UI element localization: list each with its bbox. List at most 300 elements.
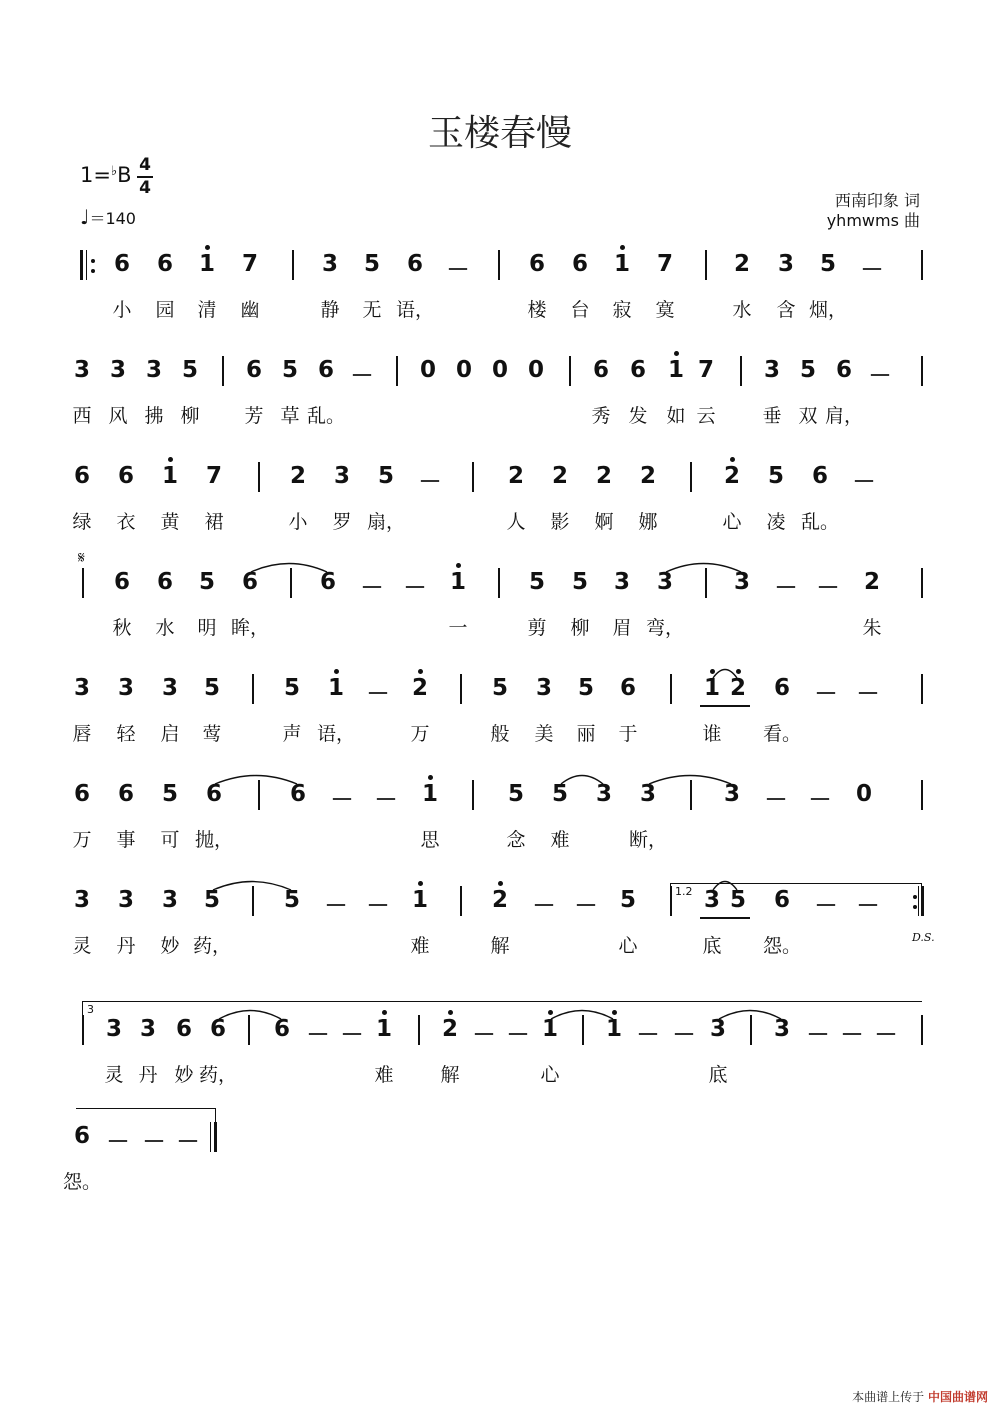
note: － xyxy=(340,1022,364,1048)
note: 6 xyxy=(528,251,546,277)
lyric-syllable: 解 xyxy=(490,935,510,957)
lyric-syllable: 难 xyxy=(374,1064,394,1086)
bar-line xyxy=(921,1015,923,1045)
lyric-syllable: 垂 xyxy=(762,405,782,427)
eighth-underline xyxy=(700,917,750,919)
note: － xyxy=(806,1022,830,1048)
note: 3 xyxy=(117,675,135,701)
lyric-syllable: 含 xyxy=(776,299,796,321)
lyric-syllable: 无 xyxy=(362,299,382,321)
lyric-syllable: 唇 xyxy=(72,723,92,745)
lyric-syllable: 美 xyxy=(534,723,554,745)
note: － xyxy=(330,787,354,813)
note: 6 xyxy=(835,357,853,383)
high-octave-dot xyxy=(418,669,423,674)
repeat-dot xyxy=(913,895,917,899)
lyric-syllable: 柳 xyxy=(180,405,200,427)
lyric-syllable: 烟， xyxy=(808,299,848,321)
lyric-syllable: 语， xyxy=(395,299,435,321)
high-octave-dot xyxy=(456,563,461,568)
high-octave-dot xyxy=(428,775,433,780)
note: 6 xyxy=(156,251,174,277)
note: － xyxy=(840,1022,864,1048)
note: 6 xyxy=(175,1016,193,1042)
lyric-syllable: 罗 xyxy=(332,511,352,533)
note: 6 xyxy=(773,887,791,913)
note: 3 xyxy=(709,1016,727,1042)
lyric-syllable: 小 xyxy=(112,299,132,321)
note: 5 xyxy=(377,463,395,489)
note: － xyxy=(472,1022,496,1048)
note: － xyxy=(374,787,398,813)
bar-line xyxy=(292,250,294,280)
bar-line xyxy=(472,462,474,492)
bar-line xyxy=(222,356,224,386)
lyric-syllable: 寞 xyxy=(655,299,675,321)
bar-line xyxy=(690,462,692,492)
tie-arc xyxy=(212,877,292,891)
note: 6 xyxy=(406,251,424,277)
tempo-marking xyxy=(80,205,136,229)
note: 1 xyxy=(161,463,179,489)
bar-line xyxy=(498,250,500,280)
lyric-syllable: 丹 xyxy=(138,1064,158,1086)
note: 5 xyxy=(491,675,509,701)
note: 6 xyxy=(209,1016,227,1042)
repeat-dot xyxy=(91,259,95,263)
note: 6 xyxy=(117,781,135,807)
note: 5 xyxy=(161,781,179,807)
bar-line xyxy=(498,568,500,598)
repeat-dot xyxy=(91,269,95,273)
note: 3 xyxy=(733,569,751,595)
start-repeat-thick xyxy=(80,250,83,280)
note: 3 xyxy=(109,357,127,383)
note: 5 xyxy=(551,781,569,807)
note: 1 xyxy=(667,357,685,383)
lyric-syllable: 园 xyxy=(155,299,175,321)
bar-line xyxy=(740,356,742,386)
ds-marking: D.S. xyxy=(912,931,935,944)
repeat-dot xyxy=(913,905,917,909)
lyric-syllable: 眸， xyxy=(230,617,270,639)
note: － xyxy=(774,575,798,601)
volta-label: 1.2 xyxy=(675,885,693,898)
lyric-syllable: 心 xyxy=(722,511,742,533)
lyric-syllable: 西 xyxy=(72,405,92,427)
lyric-syllable: 底 xyxy=(708,1064,728,1086)
note: － xyxy=(350,363,374,389)
tie-arc xyxy=(718,1006,782,1020)
lyric-syllable: 语， xyxy=(316,723,356,745)
key-signature xyxy=(80,163,132,187)
note: － xyxy=(403,575,427,601)
lyricist-credit: 西南印象 词 xyxy=(834,191,920,210)
lyric-syllable: 发 xyxy=(628,405,648,427)
lyric-syllable: 扇， xyxy=(366,511,406,533)
note: － xyxy=(106,1129,130,1155)
lyric-syllable: 风 xyxy=(108,405,128,427)
high-octave-dot xyxy=(168,457,173,462)
high-octave-dot xyxy=(620,245,625,250)
note: － xyxy=(814,893,838,919)
lyric-syllable: 肩， xyxy=(824,405,864,427)
note: 3 xyxy=(595,781,613,807)
note: 2 xyxy=(863,569,881,595)
lyric-syllable: 清 xyxy=(197,299,217,321)
lyric-syllable: 难 xyxy=(410,935,430,957)
tie-arc xyxy=(550,1006,614,1020)
lyric-syllable: 楼 xyxy=(527,299,547,321)
note: 3 xyxy=(145,357,163,383)
lyric-syllable: 乱。 xyxy=(306,405,346,427)
tempo-text: ＝140 xyxy=(89,209,136,228)
note: 1 xyxy=(198,251,216,277)
lyric-syllable: 双 xyxy=(798,405,818,427)
lyric-syllable: 婀 xyxy=(594,511,614,533)
lyric-syllable: 思 xyxy=(420,829,440,851)
lyric-syllable: 万 xyxy=(410,723,430,745)
note: 6 xyxy=(245,357,263,383)
tie-arc xyxy=(214,771,298,785)
lyric-syllable: 万 xyxy=(72,829,92,851)
note: － xyxy=(446,257,470,283)
lyric-syllable: 妙 xyxy=(174,1064,194,1086)
lyric-syllable: 声 xyxy=(282,723,302,745)
lyric-syllable: 草 xyxy=(280,405,300,427)
bar-line xyxy=(705,250,707,280)
high-octave-dot xyxy=(448,1010,453,1015)
note: 7 xyxy=(205,463,223,489)
note: 3 xyxy=(73,675,91,701)
note: 6 xyxy=(811,463,829,489)
note: 3 xyxy=(139,1016,157,1042)
bar-line xyxy=(921,568,923,598)
end-repeat-thick xyxy=(921,886,924,916)
note: 1 xyxy=(541,1016,559,1042)
note: － xyxy=(636,1022,660,1048)
note: 6 xyxy=(205,781,223,807)
bar-line xyxy=(921,780,923,810)
note: 6 xyxy=(592,357,610,383)
note: 1 xyxy=(375,1016,393,1042)
tie-arc xyxy=(665,559,742,573)
lyric-syllable: 剪 xyxy=(527,617,547,639)
note: 7 xyxy=(697,357,715,383)
note: 2 xyxy=(411,675,429,701)
bar-line xyxy=(921,674,923,704)
lyric-syllable: 启 xyxy=(160,723,180,745)
lyric-syllable: 娜 xyxy=(638,511,658,533)
lyric-syllable: 怨。 xyxy=(62,1171,102,1193)
note: 3 xyxy=(723,781,741,807)
note: 3 xyxy=(763,357,781,383)
note: 6 xyxy=(317,357,335,383)
bar-line xyxy=(472,780,474,810)
lyric-syllable: 看。 xyxy=(762,723,802,745)
lyric-syllable: 轻 xyxy=(116,723,136,745)
lyric-syllable: 可 xyxy=(160,829,180,851)
note: 6 xyxy=(319,569,337,595)
lyric-syllable: 柳 xyxy=(570,617,590,639)
lyric-syllable: 拂 xyxy=(144,405,164,427)
note: － xyxy=(366,893,390,919)
lyric-syllable: 难 xyxy=(550,829,570,851)
lyric-syllable: 念 xyxy=(506,829,526,851)
lyric-syllable: 弯， xyxy=(645,617,685,639)
final-bar-thick xyxy=(214,1122,217,1152)
lyric-syllable: 断， xyxy=(628,829,668,851)
lyric-syllable: 台 xyxy=(570,299,590,321)
note: 6 xyxy=(117,463,135,489)
lyric-syllable: 绿 xyxy=(72,511,92,533)
note: － xyxy=(324,893,348,919)
time-signature-top: 4 xyxy=(139,155,151,175)
lyric-syllable: 水 xyxy=(155,617,175,639)
note: 5 xyxy=(283,887,301,913)
note: － xyxy=(366,681,390,707)
time-signature-bottom: 4 xyxy=(139,178,151,198)
lyric-syllable: 明 xyxy=(197,617,217,639)
lyric-syllable: 灵 xyxy=(104,1064,124,1086)
note: 5 xyxy=(507,781,525,807)
note: － xyxy=(764,787,788,813)
lyric-syllable: 一 xyxy=(448,617,468,639)
note: － xyxy=(856,681,880,707)
note: 5 xyxy=(181,357,199,383)
high-octave-dot xyxy=(205,245,210,250)
note: 6 xyxy=(113,569,131,595)
note: 6 xyxy=(73,463,91,489)
volta-bracket-left xyxy=(670,883,671,903)
volta-bracket-left xyxy=(82,1001,83,1015)
note: 6 xyxy=(273,1016,291,1042)
note: － xyxy=(142,1129,166,1155)
note: 3 xyxy=(613,569,631,595)
note: － xyxy=(418,469,442,495)
lyric-syllable: 人 xyxy=(506,511,526,533)
note: 2 xyxy=(551,463,569,489)
lyric-syllable: 黄 xyxy=(160,511,180,533)
eighth-underline xyxy=(700,705,750,707)
lyric-syllable: 凌 xyxy=(766,511,786,533)
note: 0 xyxy=(855,781,873,807)
volta-label: 3 xyxy=(87,1003,94,1016)
note: 1 xyxy=(605,1016,623,1042)
lyric-syllable: 药， xyxy=(192,935,232,957)
note: 2 xyxy=(595,463,613,489)
bar-line xyxy=(82,1015,84,1045)
note: 5 xyxy=(767,463,785,489)
note: 5 xyxy=(528,569,546,595)
tie-arc xyxy=(560,771,604,785)
lyric-syllable: 谁 xyxy=(702,723,722,745)
lyric-syllable: 妙 xyxy=(160,935,180,957)
lyric-syllable: 事 xyxy=(116,829,136,851)
note: 3 xyxy=(161,675,179,701)
lyric-syllable: 衣 xyxy=(116,511,136,533)
lyric-syllable: 心 xyxy=(540,1064,560,1086)
note: 3 xyxy=(773,1016,791,1042)
high-octave-dot xyxy=(334,669,339,674)
note: 5 xyxy=(619,887,637,913)
start-repeat-thin xyxy=(86,250,87,280)
note: 3 xyxy=(105,1016,123,1042)
note: 1 xyxy=(421,781,439,807)
lyric-syllable: 抛， xyxy=(194,829,234,851)
quarter-note-icon: ♩ xyxy=(80,205,90,229)
note: 2 xyxy=(729,675,747,701)
note: － xyxy=(816,575,840,601)
note: 1 xyxy=(327,675,345,701)
volta-bracket-top xyxy=(76,1108,216,1109)
note: － xyxy=(814,681,838,707)
lyric-syllable: 静 xyxy=(320,299,340,321)
note: 2 xyxy=(733,251,751,277)
note: － xyxy=(360,575,384,601)
note: 2 xyxy=(289,463,307,489)
lyric-syllable: 乱。 xyxy=(800,511,840,533)
lyric-syllable: 丹 xyxy=(116,935,136,957)
tie-arc xyxy=(250,559,328,573)
lyric-syllable: 般 xyxy=(490,723,510,745)
note: 2 xyxy=(491,887,509,913)
bar-line xyxy=(418,1015,420,1045)
lyric-syllable: 朱 xyxy=(862,617,882,639)
note: 2 xyxy=(507,463,525,489)
note: 6 xyxy=(156,569,174,595)
note: 0 xyxy=(455,357,473,383)
note: 5 xyxy=(819,251,837,277)
bar-line xyxy=(670,674,672,704)
note: 3 xyxy=(656,569,674,595)
high-octave-dot xyxy=(382,1010,387,1015)
note: － xyxy=(808,787,832,813)
lyric-syllable: 裙 xyxy=(204,511,224,533)
note: 5 xyxy=(203,675,221,701)
note: 5 xyxy=(283,675,301,701)
flat-sign: ♭ xyxy=(110,164,118,179)
end-repeat-thin xyxy=(918,886,919,916)
bar-line xyxy=(82,568,84,598)
note: 6 xyxy=(773,675,791,701)
bar-line xyxy=(460,886,462,916)
note: 5 xyxy=(571,569,589,595)
note: － xyxy=(506,1022,530,1048)
site-logo: 中国曲谱网 xyxy=(927,1390,988,1404)
note: 0 xyxy=(419,357,437,383)
footer-text: 本曲谱上传于 xyxy=(852,1390,925,1404)
note: － xyxy=(574,893,598,919)
note: 7 xyxy=(656,251,674,277)
bar-line xyxy=(569,356,571,386)
bar-line xyxy=(921,250,923,280)
lyric-syllable: 灵 xyxy=(72,935,92,957)
note: 1 xyxy=(411,887,429,913)
lyric-syllable: 心 xyxy=(618,935,638,957)
note: 6 xyxy=(241,569,259,595)
lyric-syllable: 小 xyxy=(288,511,308,533)
volta-bracket-right xyxy=(215,1108,216,1122)
note: 3 xyxy=(117,887,135,913)
volta-bracket-top xyxy=(82,1001,922,1002)
note: 6 xyxy=(73,781,91,807)
note: 3 xyxy=(777,251,795,277)
key-prefix: 1= xyxy=(80,163,111,187)
note: 5 xyxy=(198,569,216,595)
lyric-syllable: 怨。 xyxy=(762,935,802,957)
note: － xyxy=(176,1129,200,1155)
note: 2 xyxy=(639,463,657,489)
note: 3 xyxy=(73,887,91,913)
lyric-syllable: 影 xyxy=(550,511,570,533)
upload-footer xyxy=(852,1388,988,1405)
note: 6 xyxy=(289,781,307,807)
lyric-syllable: 底 xyxy=(702,935,722,957)
note: 1 xyxy=(703,675,721,701)
note: － xyxy=(860,257,884,283)
note: 5 xyxy=(799,357,817,383)
lyric-syllable: 解 xyxy=(440,1064,460,1086)
note: 0 xyxy=(491,357,509,383)
note: 3 xyxy=(321,251,339,277)
composer-credit: yhmwms 曲 xyxy=(826,211,920,230)
note: 0 xyxy=(527,357,545,383)
note: 3 xyxy=(73,357,91,383)
note: 5 xyxy=(203,887,221,913)
bar-line xyxy=(252,674,254,704)
lyric-syllable: 眉 xyxy=(612,617,632,639)
note: － xyxy=(672,1022,696,1048)
note: 6 xyxy=(571,251,589,277)
note: 2 xyxy=(723,463,741,489)
segno-sign: 𝄋 xyxy=(78,548,85,567)
lyric-syllable: 于 xyxy=(618,723,638,745)
note: 3 xyxy=(333,463,351,489)
note: － xyxy=(852,469,876,495)
lyric-syllable: 寂 xyxy=(612,299,632,321)
note: － xyxy=(306,1022,330,1048)
bar-line xyxy=(460,674,462,704)
note: 5 xyxy=(577,675,595,701)
lyric-syllable: 药， xyxy=(198,1064,238,1086)
note: 3 xyxy=(535,675,553,701)
lyric-syllable: 秀 xyxy=(591,405,611,427)
note: － xyxy=(868,363,892,389)
bar-line xyxy=(396,356,398,386)
high-octave-dot xyxy=(730,457,735,462)
note: 1 xyxy=(449,569,467,595)
tie-arc xyxy=(712,665,738,679)
note: － xyxy=(532,893,556,919)
note: 6 xyxy=(629,357,647,383)
tie-arc xyxy=(712,877,738,891)
high-octave-dot xyxy=(498,881,503,886)
high-octave-dot xyxy=(674,351,679,356)
note: 5 xyxy=(281,357,299,383)
note: － xyxy=(856,893,880,919)
note: 6 xyxy=(619,675,637,701)
bar-line xyxy=(921,356,923,386)
key-note: B xyxy=(117,163,132,187)
note: － xyxy=(874,1022,898,1048)
lyric-syllable: 丽 xyxy=(576,723,596,745)
bar-line xyxy=(258,462,260,492)
note: 2 xyxy=(441,1016,459,1042)
note: 6 xyxy=(113,251,131,277)
lyric-syllable: 云 xyxy=(696,405,716,427)
lyric-syllable: 幽 xyxy=(240,299,260,321)
